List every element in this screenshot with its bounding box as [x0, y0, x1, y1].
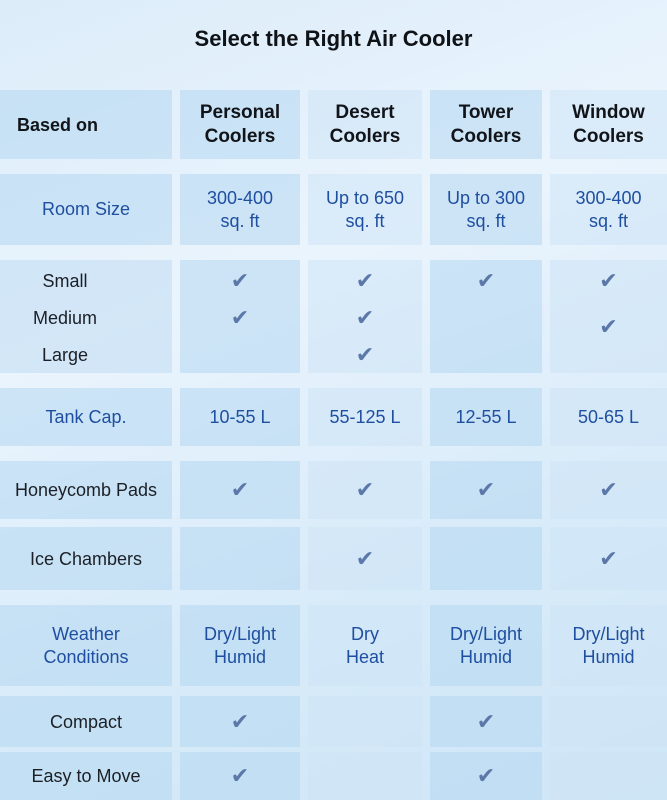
size-labels-cell — [0, 260, 172, 373]
column-header — [308, 90, 422, 159]
tank-cap-cell — [180, 388, 300, 446]
checkmark-icon: ✔ — [230, 763, 250, 788]
easy-to-move-cell — [308, 752, 422, 800]
checkmark-icon: ✔ — [355, 545, 375, 571]
easy-to-move-text: Easy to Move — [31, 766, 141, 786]
column-header-text: Coolers — [204, 125, 276, 147]
size-label: Small — [42, 271, 88, 291]
size-label: Large — [41, 345, 89, 365]
weather-value: Humid — [213, 646, 266, 667]
column-header-text: Personal — [199, 101, 281, 123]
weather-value: Humid — [459, 646, 512, 667]
checkmark-icon: ✔ — [355, 305, 375, 330]
honeycomb-pads-text: Honeycomb Pads — [14, 480, 158, 500]
honeycomb-pads-cell — [180, 461, 300, 519]
weather-value: Dry/Light — [203, 623, 277, 644]
column-header-text: Coolers — [573, 125, 644, 147]
weather-cell — [550, 605, 667, 686]
checkmark-icon: ✔ — [476, 763, 496, 788]
ice-chambers-text: Ice Chambers — [29, 548, 143, 569]
weather-text: Weather — [52, 623, 120, 644]
checkmark-icon: ✔ — [355, 268, 375, 293]
compact-cell — [550, 696, 667, 747]
checkmark-icon: ✔ — [599, 477, 618, 502]
room-size-cell — [180, 174, 300, 245]
easy-to-move-cell — [550, 752, 667, 800]
room-size-text: Room Size — [41, 199, 131, 219]
honeycomb-pads-label — [0, 461, 172, 519]
room-size-value: 300-400 — [575, 187, 642, 208]
room-size-cell — [550, 174, 667, 245]
checkmark-icon: ✔ — [599, 314, 618, 339]
compact-text: Compact — [49, 711, 123, 732]
compact-cell — [430, 696, 542, 747]
size-check-cell — [308, 260, 422, 373]
column-header-text: Coolers — [450, 125, 522, 147]
ice-chambers-cell — [550, 527, 667, 590]
room-size-value: sq. ft — [220, 210, 260, 231]
column-header — [180, 90, 300, 159]
weather-label — [0, 605, 172, 686]
size-check-cell — [430, 260, 542, 373]
weather-value: Dry/Light — [572, 623, 645, 644]
tank-cap-value: 55-125 L — [329, 406, 401, 427]
weather-text: Conditions — [43, 646, 129, 667]
easy-to-move-label — [0, 752, 172, 800]
checkmark-icon: ✔ — [599, 545, 618, 571]
checkmark-icon: ✔ — [230, 708, 250, 734]
weather-cell — [430, 605, 542, 686]
tank-cap-cell — [430, 388, 542, 446]
room-size-value: 300-400 — [206, 187, 274, 208]
size-label: Medium — [32, 308, 98, 328]
tank-cap-value: 50-65 L — [577, 406, 640, 427]
easy-to-move-cell — [430, 752, 542, 800]
tank-cap-cell — [308, 388, 422, 446]
tank-cap-text: Tank Cap. — [45, 406, 127, 427]
size-check-cell — [180, 260, 300, 373]
tank-cap-value: 12-55 L — [455, 406, 517, 427]
based-on-label: Based on — [17, 114, 99, 135]
room-size-cell — [430, 174, 542, 245]
honeycomb-pads-cell — [550, 461, 667, 519]
checkmark-icon: ✔ — [599, 268, 618, 293]
room-size-value: sq. ft — [466, 210, 506, 231]
weather-cell — [308, 605, 422, 686]
column-header — [550, 90, 667, 159]
checkmark-icon: ✔ — [230, 305, 250, 330]
ice-chambers-cell — [308, 527, 422, 590]
size-check-cell — [550, 260, 667, 373]
weather-value: Dry/Light — [449, 623, 523, 644]
honeycomb-pads-cell — [430, 461, 542, 519]
room-size-value: Up to 300 — [446, 187, 526, 208]
room-size-cell — [308, 174, 422, 245]
column-header-text: Window — [572, 101, 645, 123]
compact-label — [0, 696, 172, 747]
checkmark-icon: ✔ — [230, 477, 250, 502]
tank-cap-value: 10-55 L — [209, 406, 271, 427]
room-size-value: sq. ft — [588, 210, 628, 231]
easy-to-move-cell — [180, 752, 300, 800]
room-size-label — [0, 174, 172, 245]
checkmark-icon: ✔ — [230, 268, 250, 293]
checkmark-icon: ✔ — [355, 342, 375, 367]
column-header-text: Tower — [458, 101, 514, 123]
room-size-value: Up to 650 — [325, 187, 405, 208]
column-header — [430, 90, 542, 159]
room-size-value: sq. ft — [345, 210, 385, 231]
weather-value: Heat — [345, 646, 385, 667]
ice-chambers-label — [0, 527, 172, 590]
checkmark-icon: ✔ — [355, 477, 375, 502]
weather-value: Humid — [582, 646, 635, 667]
page-title: Select the Right Air Cooler — [194, 26, 473, 51]
checkmark-icon: ✔ — [476, 477, 496, 502]
ice-chambers-cell — [430, 527, 542, 590]
row-header-label — [0, 90, 172, 159]
compact-cell — [180, 696, 300, 747]
honeycomb-pads-cell — [308, 461, 422, 519]
tank-cap-label — [0, 388, 172, 446]
ice-chambers-cell — [180, 527, 300, 590]
checkmark-icon: ✔ — [476, 268, 496, 293]
tank-cap-cell — [550, 388, 667, 446]
weather-cell — [180, 605, 300, 686]
checkmark-icon: ✔ — [476, 708, 496, 734]
column-header-text: Coolers — [329, 125, 401, 147]
compact-cell — [308, 696, 422, 747]
column-header-text: Desert — [335, 101, 395, 123]
weather-value: Dry — [351, 623, 379, 644]
